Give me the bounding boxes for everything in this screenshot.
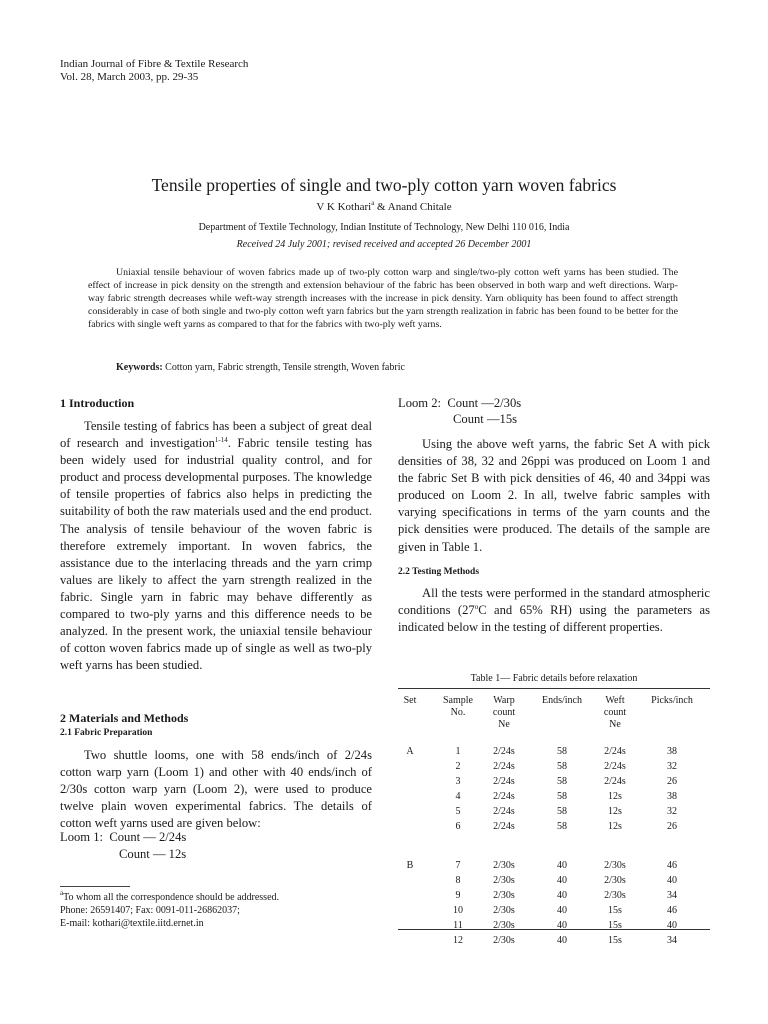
loom-2-line <box>398 396 521 411</box>
table-cell: B <box>406 860 414 871</box>
table-cell: 58 <box>557 746 567 757</box>
table-cell: 2/30s <box>493 935 515 946</box>
table-cell: 40 <box>557 905 567 916</box>
table-cell: 2/24s <box>604 761 626 772</box>
table-cell: 40 <box>557 920 567 931</box>
table-cell: 2/24s <box>493 746 515 757</box>
affiliation: Department of Textile Technology, Indian Institute of Technology, New Delhi 110 016, India <box>198 222 570 233</box>
author-1: V K Kothari <box>316 201 372 213</box>
table-header-cell: Ne <box>609 719 621 730</box>
table-cell: 2/30s <box>493 920 515 931</box>
footnote-mark: a <box>60 889 64 897</box>
author-line <box>0 201 768 213</box>
table-cell: 26 <box>667 821 677 832</box>
table-cell: A <box>406 746 414 757</box>
table-cell: 40 <box>557 875 567 886</box>
table-cell: 58 <box>557 776 567 787</box>
table-header-cell: No. <box>450 707 466 718</box>
table-cell: 40 <box>557 860 567 871</box>
table-header-cell: count <box>492 707 516 718</box>
intro-text-b: . Fabric tensile testing has been widely used for industrial quality control, and for product and process developmental purposes. The knowledge of tensile properties of fabrics also helps in predicting the suitability of both the raw materials used and the end product. The analysis of tensile behaviour of the woven fabric is therefore extremely important. In woven fabrics, the assistance due to the interlacing threads and the yarn crimp values are likely to affect the yarn strength realized in the fabric. Single yarn in fabric may behave differently as compared to two-ply yarns and this difference needs to be analyzed. In the present work, the uniaxial tensile behaviour of cotton woven fabrics made up of single as well as two-ply weft yarns has been studied. <box>60 436 372 673</box>
table-header-cell: Set <box>403 695 417 706</box>
author-separator: & <box>374 201 388 213</box>
testing-methods-paragraph: All the tests were performed in the standard atmospheric conditions (27$^o$C and 65% RH) using the parameters as indicated below in the testing of different properties. <box>398 586 710 635</box>
table-cell: 32 <box>667 761 677 772</box>
table-cell: 2/24s <box>604 746 626 757</box>
footnote-line-3: E-mail: kothari@textile.iitd.ernet.in <box>60 918 204 929</box>
subsection-2-2-heading: 2.2 Testing Methods <box>398 567 480 577</box>
section-1-heading: 1 Introduction <box>60 396 135 410</box>
table-cell: 2/24s <box>493 761 515 772</box>
table-header-cell: count <box>603 707 627 718</box>
table-cell: 12s <box>608 791 622 802</box>
table-1-caption: Table 1— Fabric details before relaxation <box>470 673 638 684</box>
table-cell: 40 <box>667 920 677 931</box>
table-cell: 40 <box>557 935 567 946</box>
table-header-cell: Sample <box>443 695 473 706</box>
loom-2-label: Loom 2: <box>398 396 442 410</box>
table-cell: 40 <box>557 890 567 901</box>
table-cell: 2/30s <box>493 875 515 886</box>
introduction-paragraph <box>60 418 372 674</box>
table-1-header <box>398 695 710 735</box>
table-cell: 5 <box>455 806 461 817</box>
table-cell: 7 <box>455 860 461 871</box>
table-cell: 46 <box>667 905 677 916</box>
subsection-2-1-heading: 2.1 Fabric Preparation <box>60 728 153 738</box>
table-header-cell: Picks/inch <box>651 695 693 706</box>
table-cell: 15s <box>608 920 622 931</box>
table-cell: 2/30s <box>493 905 515 916</box>
intro-text-a: Tensile testing of fabrics has been a subject of great deal of research and investigation <box>60 419 372 451</box>
loom-1-count-2: Count — 12s <box>119 847 187 861</box>
footnote-line-1: $^a$To whom all the correspondence should be addressed. <box>60 889 280 903</box>
author-2: Anand Chitale <box>387 201 452 213</box>
table-cell: 15s <box>608 935 622 946</box>
table-cell: 26 <box>667 776 677 787</box>
table-header-cell: Ends/inch <box>542 695 582 706</box>
journal-volume: Vol. 28, March 2003, pp. 29-35 <box>60 71 199 83</box>
table-1-body <box>398 746 710 946</box>
keywords-label: Keywords: <box>116 362 163 373</box>
table-cell: 2/24s <box>493 776 515 787</box>
table-cell: 46 <box>667 860 677 871</box>
table-cell: 2/30s <box>604 875 626 886</box>
journal-header <box>60 58 248 84</box>
keywords <box>88 362 688 373</box>
table-cell: 2/30s <box>604 890 626 901</box>
table-cell: 34 <box>667 890 677 901</box>
table-cell: 38 <box>667 791 677 802</box>
table-bottom-rule <box>398 929 710 930</box>
table-top-rule <box>398 688 710 689</box>
table-cell: 2/30s <box>604 860 626 871</box>
table-cell: 12 <box>453 935 463 946</box>
table-cell: 2/30s <box>493 860 515 871</box>
table-cell: 2 <box>455 761 461 772</box>
table-cell: 2/30s <box>493 890 515 901</box>
keywords-text: Cotton yarn, Fabric strength, Tensile strength, Woven fabric <box>165 362 405 373</box>
loom-2-count-1: Count —2/30s <box>447 396 522 410</box>
table-cell: 34 <box>667 935 677 946</box>
table-cell: 10 <box>453 905 463 916</box>
loom-1-label: Loom 1: <box>60 830 104 844</box>
table-cell: 32 <box>667 806 677 817</box>
table-cell: 2/24s <box>604 776 626 787</box>
table-cell: 58 <box>557 806 567 817</box>
table-cell: 9 <box>455 890 461 901</box>
intro-citation: 1-14 <box>214 436 228 445</box>
table-cell: 58 <box>557 791 567 802</box>
fabric-preparation-paragraph: Two shuttle looms, one with 58 ends/inch of 2/24s cotton warp yarn (Loom 1) and other with 40 ends/inch of 2/30s cotton warp yarn (Loom 2), were used to produce twelve plain woven experimental fabrics. The details of cotton weft yarns used are given below: <box>60 748 372 831</box>
abstract: Uniaxial tensile behaviour of woven fabrics made up of two-ply cotton warp and single/two-ply cotton weft yarns has been studied. The effect of increase in pick density on the strength and extension behaviour of the fabric has been observed in both warp and weft directions. Warp-way fabric strength decreases while weft-way strength increases with the increase in pick density. Yarn obliquity has been found to affect strength considerably in case of both single and two-ply cotton weft yarn fabrics but the yarn strength realization in fabric has been found to be better for the fabrics with single weft yarns as compared to that for the fabrics with two-ply weft yarns. <box>88 267 678 330</box>
footnote-divider <box>60 886 130 887</box>
table-cell: 2/24s <box>493 821 515 832</box>
table-cell: 58 <box>557 761 567 772</box>
footnote <box>60 891 279 930</box>
section-2-heading: 2 Materials and Methods <box>60 711 189 725</box>
table-header-cell: Warp <box>493 695 515 706</box>
table-cell: 1 <box>455 746 461 757</box>
table-cell: 2/24s <box>493 806 515 817</box>
loom-1-count-1: Count — 2/24s <box>109 830 187 844</box>
table-cell: 11 <box>453 920 463 931</box>
table-cell: 6 <box>455 821 461 832</box>
table-cell: 4 <box>455 791 461 802</box>
author-1-mark: a <box>371 199 375 207</box>
table-cell: 15s <box>608 905 622 916</box>
table-header-cell: Ne <box>498 719 510 730</box>
table-cell: 8 <box>455 875 461 886</box>
table-cell: 38 <box>667 746 677 757</box>
fabric-sets-paragraph: Using the above weft yarns, the fabric Set A with pick densities of 38, 32 and 26ppi was produced on Loom 1 and the fabric Set B with pick densities of 46, 40 and 34ppi was produced on Loom 2. In all, twelve fabric samples with varying specifications in terms of the yarn counts and the pick densities were produced. The details of the sample are given in Table 1. <box>398 437 710 554</box>
loom-1-line <box>60 830 186 845</box>
paper-title: Tensile properties of single and two-ply cotton yarn woven fabrics <box>151 175 617 195</box>
table-header-cell: Weft <box>605 695 625 706</box>
table-cell: 3 <box>455 776 461 787</box>
table-cell: 2/24s <box>493 791 515 802</box>
table-cell: 12s <box>608 821 622 832</box>
table-cell: 58 <box>557 821 567 832</box>
degree-mark: o <box>474 603 479 612</box>
journal-name: Indian Journal of Fibre & Textile Research <box>60 58 249 70</box>
table-cell: 40 <box>667 875 677 886</box>
received-dates: Received 24 July 2001; revised received and accepted 26 December 2001 <box>236 239 532 250</box>
footnote-line-2: Phone: 26591407; Fax: 0091-011-26862037; <box>60 905 240 916</box>
table-cell: 12s <box>608 806 622 817</box>
loom-2-count-2: Count —15s <box>453 412 518 426</box>
